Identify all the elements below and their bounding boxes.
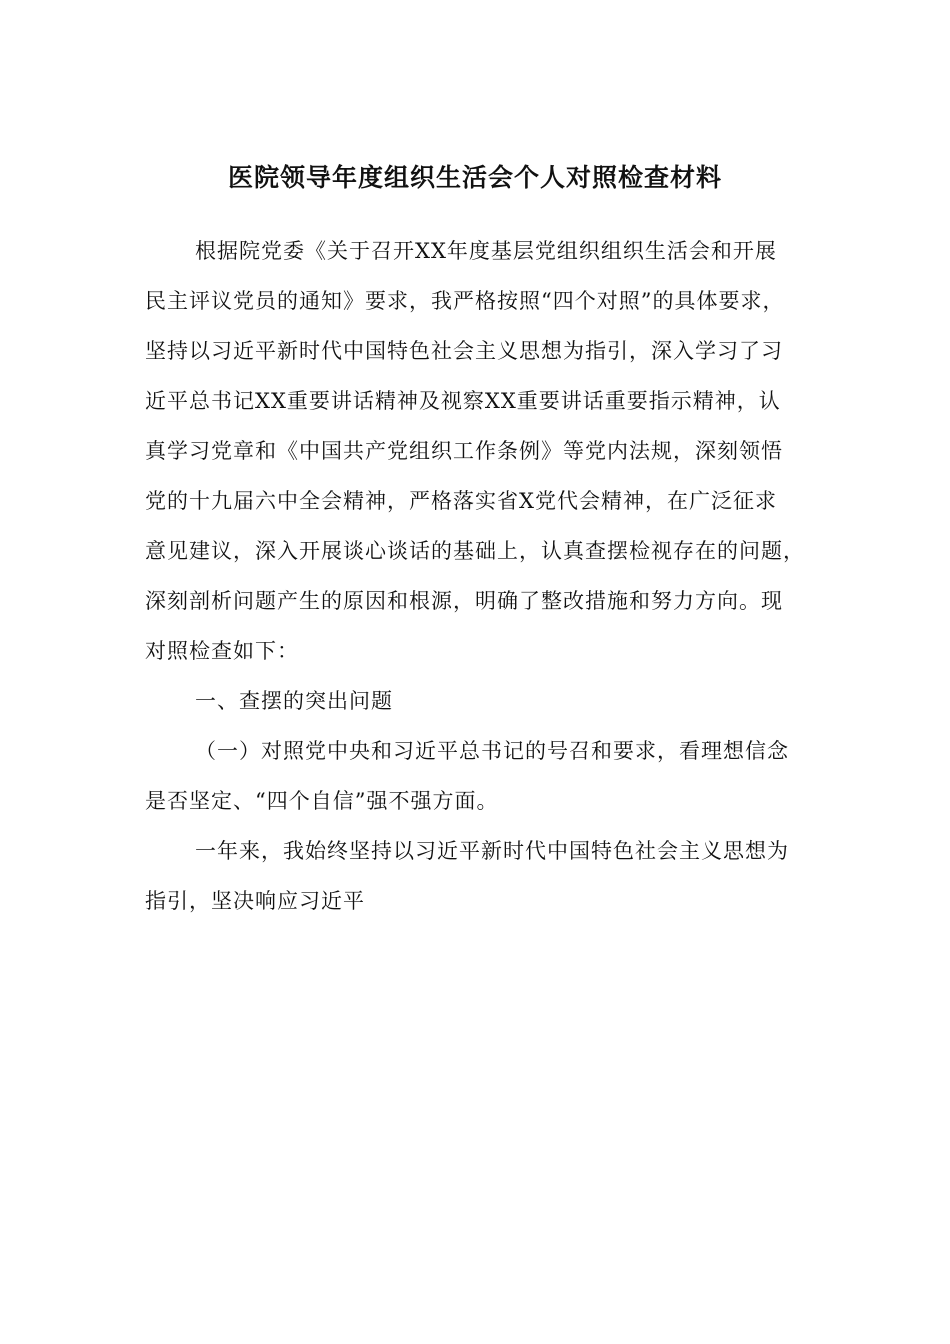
paragraph-line: 指引，坚决响应习近平 bbox=[145, 889, 365, 913]
subsection-heading-line: 是否坚定、“四个自信”强不强方面。 bbox=[145, 789, 499, 813]
paragraph-line: 根据院党委《关于召开XX年度基层党组织组织生活会和开展 bbox=[195, 239, 777, 263]
paragraph-line: 近平总书记XX重要讲话精神及视察XX重要讲话重要指示精神，认 bbox=[145, 389, 781, 413]
document-title: 医院领导年度组织生活会个人对照检查材料 bbox=[227, 163, 722, 192]
paragraph-line: 坚持以习近平新时代中国特色社会主义思想为指引，深入学习了习 bbox=[145, 339, 783, 363]
section-heading: 一、查摆的突出问题 bbox=[195, 689, 393, 713]
paragraph-line: 对照检查如下： bbox=[145, 639, 299, 663]
paragraph-line: 一年来，我始终坚持以习近平新时代中国特色社会主义思想为 bbox=[195, 839, 789, 863]
paragraph-line: 党的十九届六中全会精神，严格落实省X党代会精神，在广泛征求 bbox=[145, 489, 777, 513]
subsection-heading-line: （一）对照党中央和习近平总书记的号召和要求，看理想信念 bbox=[195, 739, 789, 763]
paragraph-line: 深刻剖析问题产生的原因和根源，明确了整改措施和努力方向。现 bbox=[145, 589, 783, 613]
paragraph-line: 民主评议党员的通知》要求，我严格按照“四个对照”的具体要求， bbox=[145, 289, 785, 313]
paragraph-line: 真学习党章和《中国共产党组织工作条例》等党内法规，深刻领悟 bbox=[145, 439, 783, 463]
paragraph-line: 意见建议，深入开展谈心谈话的基础上，认真查摆检视存在的问题， bbox=[145, 539, 805, 563]
